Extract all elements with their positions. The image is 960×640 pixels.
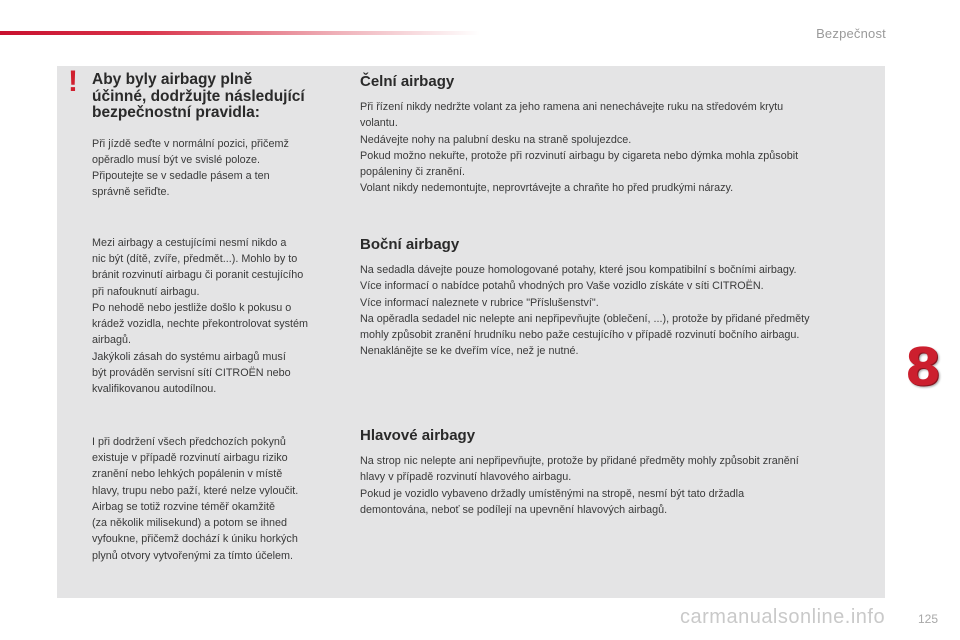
seating-position-paragraph: Při jízdě seďte v normální pozici, přičemž opěradlo musí být ve svislé poloze. Připoutejte se v sedadle pásem a ten správně seřiďte. xyxy=(92,137,289,199)
curtain-airbags-section xyxy=(360,427,870,518)
curtain-airbags-title: Hlavové airbagy xyxy=(360,427,476,444)
section-title: Bezpečnost xyxy=(816,26,886,41)
obstruction-paragraph: Mezi airbagy a cestujícími nesmí nikdo a nic být (dítě, zvíře, předmět...). Mohlo by to bránit rozvinutí airbagu či poranit cestujícího při nafouknutí airbagu. Po nehodě nebo jestliže došlo k pokusu o krádež vozidla, nechte překontrolovat systém airbagů. Jakýkoli zásah do systému airbagů musí být prováděn servisní sítí CITROËN nebo kvalifikovanou autodílnou. xyxy=(92,236,309,396)
residual-risk-paragraph: I při dodržení všech předchozích pokynů existuje v případě rozvinutí airbagu riziko zranění nebo lehkých popálenin v místě hlavy, trupu nebo paží, které nelze vyloučit. Airbag se totiž rozvine téměř okamžitě (za několik milisekund) a potom se ihned vyfoukne, přičemž dochází k úniku horkých plynů otvory vytvořenými za tímto účelem. xyxy=(92,435,299,562)
chapter-number: 8 xyxy=(904,338,942,398)
safety-rules-column xyxy=(92,72,354,564)
warning-icon: ! xyxy=(68,65,78,98)
page-number: 125 xyxy=(917,612,938,626)
front-airbags-body: Při řízení nikdy nedržte volant za jeho ramena ani nenechávejte ruku na středovém krytu volantu. Nedávejte nohy na palubní desku na straně spolujezdce. Pokud možno nekuřte, protože při rozvinutí airbagu by cigareta nebo dýmka mohla způsobit popáleniny či zranění. Volant nikdy nedemontujte, neprovrtávejte a chraňte ho před prudkými nárazy. xyxy=(360,101,799,195)
safety-rules-heading: Aby byly airbagy plně účinné, dodržujte následující bezpečnostní pravidla: xyxy=(92,71,305,121)
header-accent-bar xyxy=(0,31,480,35)
side-airbags-body: Na sedadla dávejte pouze homologované potahy, které jsou kompatibilní s bočními airbagy. Více informací o nabídce potahů vhodných pro Vaše vozidlo získáte v síti CITROËN. Více informací naleznete v rubrice "Příslušenství". Na opěradla sedadel nic nelepte ani nepřipevňujte (oblečení, ...), protože by přidané předměty mohly způsobit zranění hrudníku nebo paže cestujícího v případě rozvinutí bočního airbagu. Nenaklánějte se ke dveřím více, než je nutné. xyxy=(360,264,810,358)
curtain-airbags-body: Na strop nic nelepte ani nepřipevňujte, protože by přidané předměty mohly způsobit zranění hlavy v případě rozvinutí hlavového airbagu. Pokud je vozidlo vybaveno držadly umístěnými na stropě, nesmí být tato držadla demontována, neboť se podílejí na upevnění hlavových airbagů. xyxy=(360,455,799,516)
side-airbags-section xyxy=(360,236,870,360)
side-airbags-title: Boční airbagy xyxy=(360,236,460,253)
watermark: carmanualsonline.info xyxy=(680,606,886,628)
front-airbags-title: Čelní airbagy xyxy=(360,73,455,90)
front-airbags-section xyxy=(360,73,870,197)
